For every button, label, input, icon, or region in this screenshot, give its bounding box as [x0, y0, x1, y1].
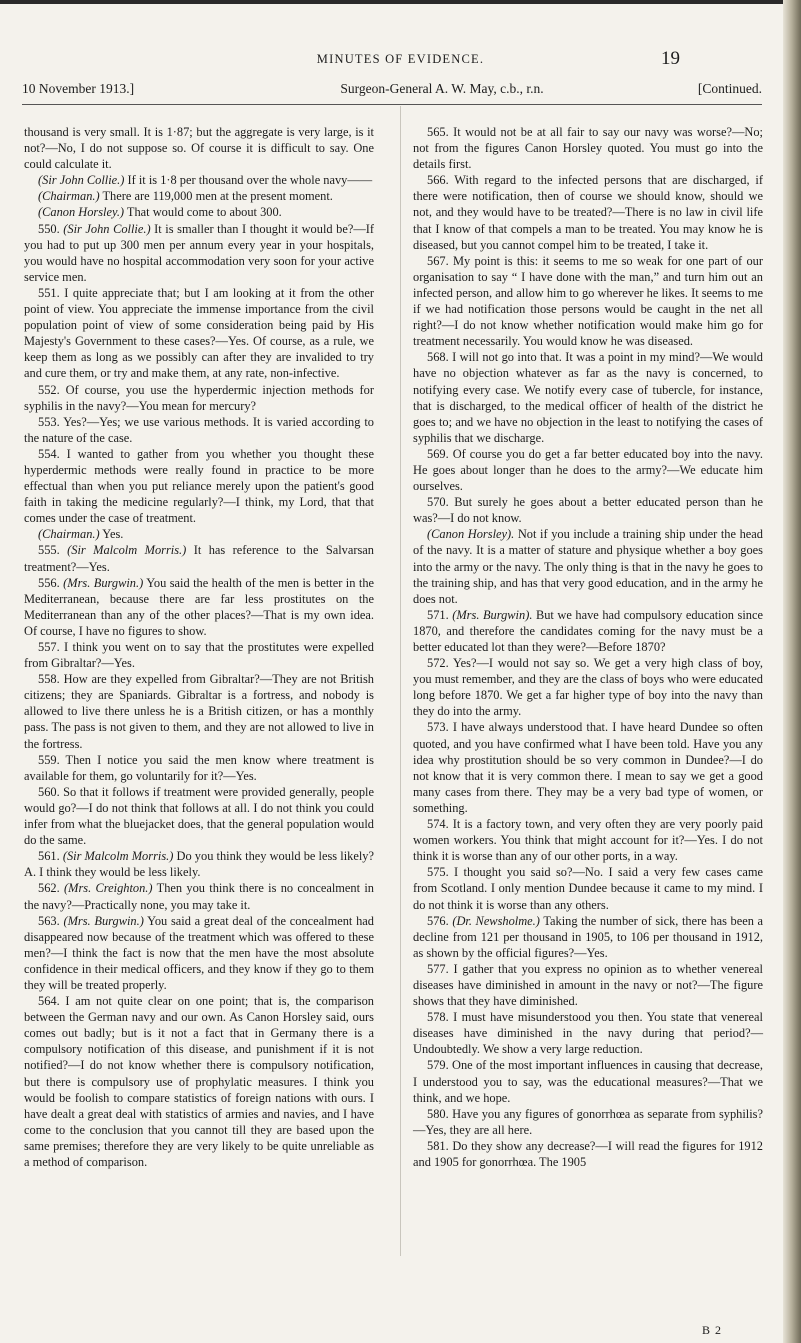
question-number: 577. [427, 961, 449, 976]
session-date: 10 November 1913.] [22, 81, 135, 96]
testimony-paragraph [24, 285, 374, 382]
testimony-text: How are they expelled from Gibraltar?—They are not British citizens; they are Spaniards. Gibraltar is a fortress, and nobody is allowed to live there unless he is a British citizen, or has a monthly pass. The pass is not given to them, and they are not allowed to live in the fortress. [24, 672, 374, 751]
testimony-paragraph [24, 204, 374, 220]
question-number: 556. [38, 575, 60, 590]
testimony-text: It is a factory town, and very often they are very poorly paid women workers. You think that might account for it?—Yes. I do not think it is worse than any of our other ports, in a way. [413, 817, 763, 864]
question-number: 575. [427, 865, 449, 880]
testimony-text: Have you any figures of gonorrhœa as separate from syphilis?—Yes, they are all here. [413, 1106, 764, 1137]
testimony-paragraph [413, 1009, 763, 1057]
testimony-paragraph [413, 253, 763, 350]
page-edge [783, 0, 801, 1343]
question-number: 566. [427, 173, 449, 188]
question-number: 558. [38, 672, 60, 687]
testimony-text: Not if you include a training ship under the head of the navy. It is a matter of stature and physique whether a boy goes into the army or the navy. The only thing is that in the navy he goes to the training ship, and has that very good education, and in the army he does not. [413, 527, 763, 606]
testimony-paragraph [413, 526, 763, 606]
question-number: 572. [427, 656, 449, 671]
testimony-paragraph [24, 526, 374, 542]
testimony-text: You said a great deal of the concealment had disappeared now because of the treatment which was offered to these men?—I think the fact is now that the men have the most absolute confidence in their medical officers, and they know if they go to them they will be treated properly. [24, 913, 375, 992]
testimony-paragraph [413, 1106, 763, 1138]
testimony-text: It has reference to the Salvarsan treatment?—Yes. [24, 543, 374, 574]
question-number: 568. [427, 350, 449, 365]
testimony-paragraph [24, 414, 374, 446]
testimony-paragraph [24, 575, 374, 639]
question-number: 571. [427, 607, 449, 622]
question-number: 552. [38, 382, 60, 397]
testimony-text: My point is this: it seems to me so weak for one part of our organisation to say “ I have done with the man,” and turn him out an infected person, and allow him to go wherever he likes. It seems to me if we had notification those persons would be caught in the net all right?—I do not know whether notification would make him go for treatment necessarily. You would know he was diseased. [413, 253, 764, 349]
testimony-paragraph [413, 494, 763, 526]
speaker-label: (Sir John Collie.) [38, 173, 125, 188]
witness-name: Surgeon-General A. W. May, c.b., r.n. [340, 81, 544, 96]
header-rule [22, 104, 762, 105]
testimony-paragraph [24, 542, 374, 574]
speaker-label: (Chairman.) [38, 189, 100, 204]
testimony-paragraph [24, 913, 374, 993]
testimony-paragraph [24, 382, 374, 414]
testimony-paragraph [413, 961, 763, 1009]
testimony-text: Do you think they would be less likely? A. I think they would be less likely. [24, 849, 374, 880]
testimony-paragraph [413, 1138, 763, 1170]
speaker-label: (Chairman.) [38, 527, 100, 542]
testimony-text: One of the most important influences in causing that decrease, I understood you to say, was the educational measures?—That we think, and we hope. [413, 1058, 763, 1105]
question-number: 565. [427, 125, 449, 139]
testimony-paragraph [413, 607, 763, 655]
speaker-label: (Sir Malcolm Morris.) [62, 849, 174, 864]
question-number: 580. [427, 1106, 449, 1121]
testimony-text: I will not go into that. It was a point in my mind?—We would have no objection whatever as far as the navy is concerned, to notifying every case. We notify every case of tubercle, for instance, that is discharged, to the medical officer of health of the district he goes to; and we have no objection in the least to notifying the cases of syphilis that we discharge. [413, 350, 763, 445]
question-number: 563. [38, 913, 60, 928]
speaker-label: (Mrs. Burgwin). [452, 607, 533, 622]
running-title: MINUTES OF EVIDENCE. [316, 52, 485, 66]
testimony-paragraph [413, 446, 763, 494]
testimony-text: Of course you do get a far better educated boy into the navy. He goes about longer than he does to the army?—We educate him ourselves. [413, 446, 763, 494]
testimony-paragraph [24, 671, 374, 751]
speaker-label: (Mrs. Burgwin.) [63, 913, 144, 928]
session-header [22, 81, 762, 97]
testimony-text: I think you went on to say that the prostitutes were expelled from Gibraltar?—Yes. [24, 640, 374, 671]
testimony-text: It is smaller than I thought it would be?—If you had to put up 300 men per annum every year in your hospitals, you would have no hospital accommodation very soon for your active service men. [24, 221, 374, 284]
testimony-paragraph [413, 655, 763, 719]
testimony-paragraph [24, 639, 374, 671]
question-number: 555. [38, 543, 60, 558]
testimony-text: Yes?—Yes; we use various methods. It is varied according to the nature of the case. [24, 414, 374, 445]
speaker-label: (Sir John Collie.) [63, 221, 151, 236]
question-number: 578. [427, 1010, 449, 1025]
top-border [0, 0, 801, 4]
testimony-text: Of course, you use the hyperdermic injection methods for syphilis in the navy?—You mean for mercury? [24, 382, 374, 413]
speaker-label: (Mrs. Creighton.) [64, 881, 153, 896]
question-number: 579. [427, 1058, 449, 1073]
testimony-paragraph [413, 864, 763, 912]
testimony-paragraph [24, 784, 374, 848]
testimony-paragraph [24, 993, 374, 1170]
signature-mark: B 2 [702, 1323, 723, 1337]
testimony-paragraph [413, 913, 763, 961]
speaker-label: (Mrs. Burgwin.) [63, 575, 144, 590]
testimony-text: I gather that you express no opinion as to whether venereal diseases have diminished in amount in the navy or not?—The figure shows that they have diminished. [413, 961, 763, 1009]
question-number: 569. [427, 446, 449, 461]
testimony-paragraph [24, 124, 374, 172]
testimony-paragraph [24, 172, 374, 188]
question-number: 581. [427, 1138, 449, 1153]
testimony-text: Yes?—I would not say so. We get a very high class of boy, you must remember, and they are the class of boys who were educated long before 1870. We get a far higher type of boy into the navy than they do into the army. [413, 656, 763, 719]
testimony-paragraph [413, 1057, 763, 1105]
question-number: 564. [38, 994, 60, 1009]
question-number: 559. [38, 752, 60, 767]
right-column [413, 124, 763, 1170]
testimony-text: Then I notice you said the men know where treatment is available for them, go voluntarily for it?—Yes. [24, 752, 374, 783]
question-number: 562. [38, 881, 60, 896]
testimony-paragraph [413, 124, 763, 172]
question-number: 551. [38, 285, 60, 300]
testimony-text: So that it follows if treatment were provided generally, people would go?—I do not think that follows at all. I do not think you could infer from what the bluejacket does, that the general population would do the same. [24, 784, 374, 848]
question-number: 574. [427, 817, 449, 832]
testimony-text: Taking the number of sick, there has been a decline from 121 per thousand in 1905, to 106 per thousand in 1912, as shown by the official figures?—Yes. [413, 913, 764, 960]
testimony-text: I am not quite clear on one point; that is, the comparison between the German navy and our own. As Canon Horsley said, ours comes out badly; but is it not a fact that in Germany there is a compulsory notification of this disease, and punishment if it is not notified?—I do not know whether there is compulsory notification, but there is compulsory use of prophylatic measures. I think you would be foolish to compare statistics of foreign nations with ours. I have dealt a great deal with statistics of armies and navies, and I have come to the conclusion that you cannot till they are based upon the same premises; therefore they are very likely to be quite unreliable as a method of comparison. [24, 994, 374, 1169]
question-number: 567. [427, 253, 449, 268]
testimony-paragraph [413, 719, 763, 816]
testimony-text: You said the health of the men is better in the Mediterranean, because there are far less prostitutes on the Mediterranean than any of the other places?—That is my own idea. Of course, I have no figures to show. [24, 575, 375, 638]
testimony-text: That would come to about 300. [126, 205, 282, 220]
testimony-text: I thought you said so?—No. I said a very few cases came from Scotland. I only mention Dundee because it came to my mind. I do not think it is worse than any others. [413, 865, 763, 912]
testimony-paragraph [24, 446, 374, 526]
question-number: 550. [38, 221, 60, 236]
testimony-paragraph [24, 880, 374, 912]
question-number: 576. [427, 913, 449, 928]
question-number: 561. [38, 849, 60, 864]
testimony-text: But surely he goes about a better educated person than he was?—I do not know. [413, 495, 763, 526]
testimony-paragraph [413, 816, 763, 864]
speaker-label: (Dr. Newsholme.) [452, 913, 540, 928]
speaker-label: (Sir Malcolm Morris.) [67, 543, 187, 558]
testimony-paragraph [24, 188, 374, 204]
testimony-text: If it is 1·8 per thousand over the whole navy—— [127, 173, 373, 188]
testimony-text: Yes. [102, 527, 124, 542]
testimony-paragraph [24, 221, 374, 285]
continued-label: [Continued. [697, 81, 762, 96]
testimony-text: I must have misunderstood you then. You state that venereal diseases have diminished in the navy during that period?—Undoubtedly. We show a very large reduction. [413, 1010, 763, 1057]
testimony-text: Do they show any decrease?—I will read the figures for 1912 and 1905 for gonorrhœa. The 1905 [413, 1138, 763, 1169]
speaker-label: (Canon Horsley.) [38, 205, 125, 220]
testimony-paragraph [413, 172, 763, 252]
testimony-text: It would not be at all fair to say our navy was worse?—No; not from the figures Canon Horsley quoted. You must go into the details first. [413, 125, 763, 172]
testimony-paragraph [24, 752, 374, 784]
testimony-text: I have always understood that. I have heard Dundee so often quoted, and you have confirmed what I have been told. Have you any idea why prostitution should be so very common in Dundee?—I do not know that it is very common there. I mean to say we get a good many cases from there. They may be a very bad type of women, or something. [413, 720, 763, 815]
testimony-paragraph [413, 349, 763, 446]
question-number: 554. [38, 446, 60, 461]
question-number: 557. [38, 640, 60, 654]
testimony-text: With regard to the infected persons that are discharged, if there were notification, then of course we should know, should we not, and they would have to be treated?—There is no law in civil life that I know of that compels a man to be treated. You may know he is diseased, but you cannot compel him to be treated, I take it. [413, 173, 763, 252]
testimony-text: Then you think there is no concealment in the navy?—Practically none, you may take it. [24, 881, 374, 912]
question-number: 560. [38, 784, 60, 799]
testimony-text: thousand is very small. It is 1·87; but the aggregate is very large, is it not?—No, I do not suppose so. Of course it is difficult to say. One could calculate it. [24, 125, 374, 172]
testimony-text: But we have had compulsory education since 1870, and therefore the candidates coming for the navy must be a better educated lot than they were?—Before 1870? [413, 607, 763, 654]
testimony-text: I quite appreciate that; but I am looking at it from the other point of view. You appreciate the immense importance from the civil population point of view of some consideration being paid by His Majesty's Government to these cases?—Yes. Of course, as a rule, we keep them as long as we possibly can after they are invalided to try and cure them, or try and make them, at any rate, non-infective. [24, 285, 374, 381]
speaker-label: (Canon Horsley). [427, 527, 515, 542]
page-number: 19 [661, 48, 680, 69]
question-number: 553. [38, 414, 60, 429]
column-divider [400, 106, 401, 1256]
testimony-paragraph [24, 848, 374, 880]
left-column [24, 124, 374, 1170]
question-number: 573. [427, 720, 449, 735]
testimony-text: There are 119,000 men at the present moment. [102, 189, 333, 204]
testimony-text: I wanted to gather from you whether you thought these hyperdermic methods were really found in practice to be more effectual than when you put reliance merely upon the patient's good faith in taking the medicine regularly?—I think, my Lord, that that comes under the case of treatment. [24, 446, 374, 526]
question-number: 570. [427, 495, 449, 510]
